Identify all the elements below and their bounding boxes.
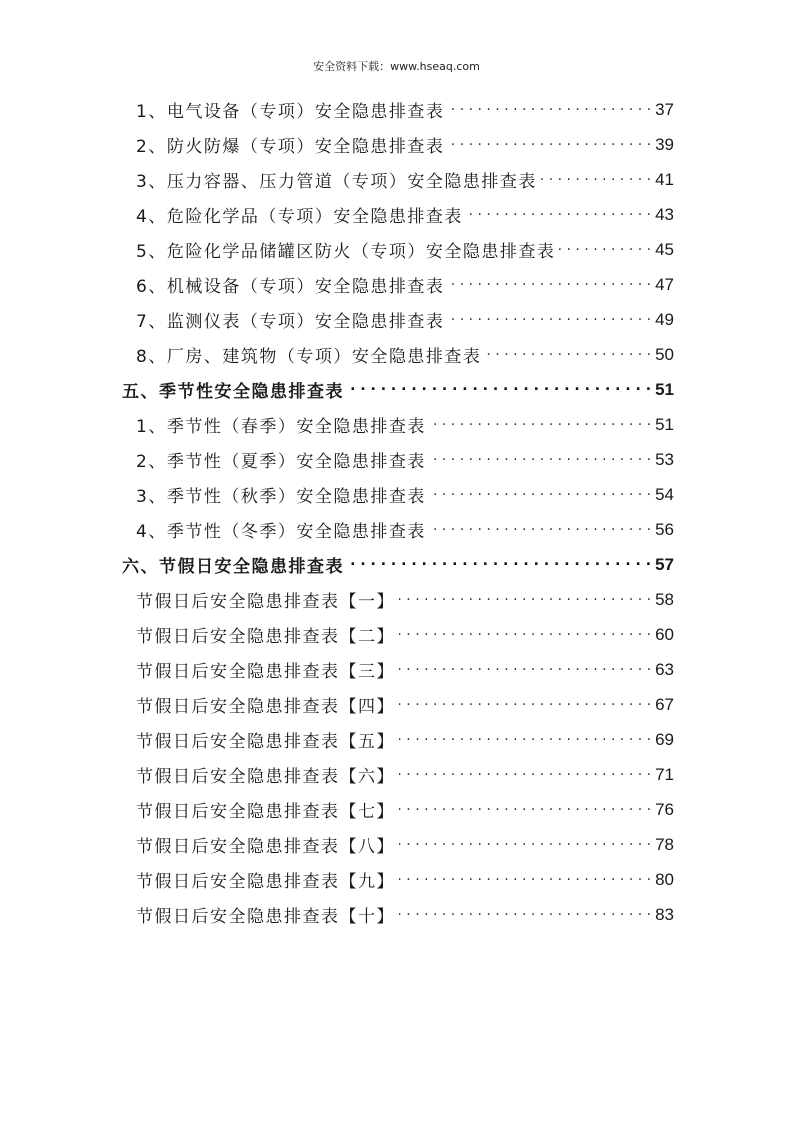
toc-dot-leader <box>348 547 651 582</box>
toc-entry-title: 4、危险化学品（专项）安全隐患排查表 <box>136 207 463 227</box>
toc-dot-leader <box>399 897 651 932</box>
toc-dot-leader <box>430 407 651 442</box>
toc-entry-title: 节假日后安全隐患排查表【八】 <box>136 837 395 857</box>
toc-entry[interactable] <box>136 897 674 932</box>
toc-dot-leader <box>541 162 651 197</box>
toc-page-number: 83 <box>655 904 674 924</box>
toc-entry[interactable] <box>136 267 674 302</box>
toc-page-number: 49 <box>655 309 674 329</box>
toc-page-number: 69 <box>655 729 674 749</box>
toc-page-number: 39 <box>655 134 674 154</box>
toc-entry-title: 节假日后安全隐患排查表【四】 <box>136 697 395 717</box>
toc-dot-leader <box>399 757 651 792</box>
toc-entry[interactable] <box>136 407 674 442</box>
toc-entry-title: 1、季节性（春季）安全隐患排查表 <box>136 417 426 437</box>
toc-dot-leader <box>399 652 651 687</box>
toc-entry-title: 节假日后安全隐患排查表【六】 <box>136 767 395 787</box>
toc-page-number: 67 <box>655 694 674 714</box>
toc-entry-title: 6、机械设备（专项）安全隐患排查表 <box>136 277 445 297</box>
toc-entry[interactable] <box>136 827 674 862</box>
toc-dot-leader <box>399 687 651 722</box>
toc-entry[interactable] <box>136 337 674 372</box>
toc-entry-title: 2、防火防爆（专项）安全隐患排查表 <box>136 137 445 157</box>
toc-dot-leader <box>399 617 651 652</box>
toc-dot-leader <box>399 827 651 862</box>
toc-dot-leader <box>430 442 651 477</box>
toc-entry-title: 节假日后安全隐患排查表【九】 <box>136 872 395 892</box>
toc-entry-title: 5、危险化学品储罐区防火（专项）安全隐患排查表 <box>136 242 556 262</box>
toc-dot-leader <box>448 267 651 302</box>
toc-page-number: 43 <box>655 204 674 224</box>
toc-entry-title: 节假日后安全隐患排查表【十】 <box>136 907 395 927</box>
toc-page-number: 47 <box>655 274 674 294</box>
toc-page-number: 45 <box>655 239 674 259</box>
toc-page-number: 76 <box>655 799 674 819</box>
toc-page-number: 54 <box>655 484 674 504</box>
toc-entry-title: 8、厂房、建筑物（专项）安全隐患排查表 <box>136 347 482 367</box>
toc-entry[interactable] <box>136 512 674 547</box>
toc-section-entry[interactable] <box>122 547 674 582</box>
toc-page-number: 53 <box>655 449 674 469</box>
toc-page-number: 58 <box>655 589 674 609</box>
toc-entry[interactable] <box>136 477 674 512</box>
toc-page-number: 51 <box>655 379 674 399</box>
toc-page-number: 56 <box>655 519 674 539</box>
toc-section-entry[interactable] <box>122 372 674 407</box>
toc-entry[interactable] <box>136 722 674 757</box>
toc-entry-title: 节假日后安全隐患排查表【七】 <box>136 802 395 822</box>
toc-page-number: 37 <box>655 99 674 119</box>
toc-page-number: 63 <box>655 659 674 679</box>
toc-entry[interactable] <box>136 792 674 827</box>
toc-dot-leader <box>399 582 651 617</box>
toc-dot-leader <box>448 92 651 127</box>
toc-entry[interactable] <box>136 232 674 267</box>
toc-dot-leader <box>430 477 651 512</box>
toc-dot-leader <box>399 792 651 827</box>
toc-dot-leader <box>348 372 651 407</box>
toc-page-number: 60 <box>655 624 674 644</box>
toc-entry-title: 3、压力容器、压力管道（专项）安全隐患排查表 <box>136 172 537 192</box>
toc-entry[interactable] <box>136 757 674 792</box>
toc-entry-title: 节假日后安全隐患排查表【二】 <box>136 627 395 647</box>
toc-entry[interactable] <box>136 582 674 617</box>
toc-entry[interactable] <box>136 862 674 897</box>
toc-dot-leader <box>448 127 651 162</box>
toc-entry-title: 1、电气设备（专项）安全隐患排查表 <box>136 102 445 122</box>
toc-dot-leader <box>559 232 651 267</box>
toc-entry-title: 五、季节性安全隐患排查表 <box>122 382 344 402</box>
toc-page-number: 57 <box>655 554 674 574</box>
toc-entry-title: 节假日后安全隐患排查表【五】 <box>136 732 395 752</box>
toc-entry-title: 2、季节性（夏季）安全隐患排查表 <box>136 452 426 472</box>
toc-entry[interactable] <box>136 442 674 477</box>
toc-entry[interactable] <box>136 617 674 652</box>
toc-page-number: 80 <box>655 869 674 889</box>
toc-entry[interactable] <box>136 652 674 687</box>
toc-entry-title: 六、节假日安全隐患排查表 <box>122 557 344 577</box>
toc-dot-leader <box>399 722 651 757</box>
toc-dot-leader <box>399 862 651 897</box>
toc-dot-leader <box>448 302 651 337</box>
toc-entry-title: 3、季节性（秋季）安全隐患排查表 <box>136 487 426 507</box>
page-header: 安全资料下载：www.hseaq.com <box>313 60 480 73</box>
toc-page-number: 78 <box>655 834 674 854</box>
toc-entry-title: 4、季节性（冬季）安全隐患排查表 <box>136 522 426 542</box>
toc-page-number: 41 <box>655 169 674 189</box>
toc-dot-leader <box>430 512 651 547</box>
toc-entry[interactable] <box>136 92 674 127</box>
toc-page-number: 50 <box>655 344 674 364</box>
toc-entry-title: 节假日后安全隐患排查表【一】 <box>136 592 395 612</box>
toc-entry[interactable] <box>136 687 674 722</box>
toc-entry[interactable] <box>136 197 674 232</box>
toc-page-number: 51 <box>655 414 674 434</box>
toc-dot-leader <box>467 197 651 232</box>
toc-dot-leader <box>485 337 651 372</box>
toc-entry-title: 节假日后安全隐患排查表【三】 <box>136 662 395 682</box>
toc-entry[interactable] <box>136 162 674 197</box>
toc-entry[interactable] <box>136 127 674 162</box>
toc-entry-title: 7、监测仪表（专项）安全隐患排查表 <box>136 312 445 332</box>
toc-page-number: 71 <box>655 764 674 784</box>
toc-entry[interactable] <box>136 302 674 337</box>
